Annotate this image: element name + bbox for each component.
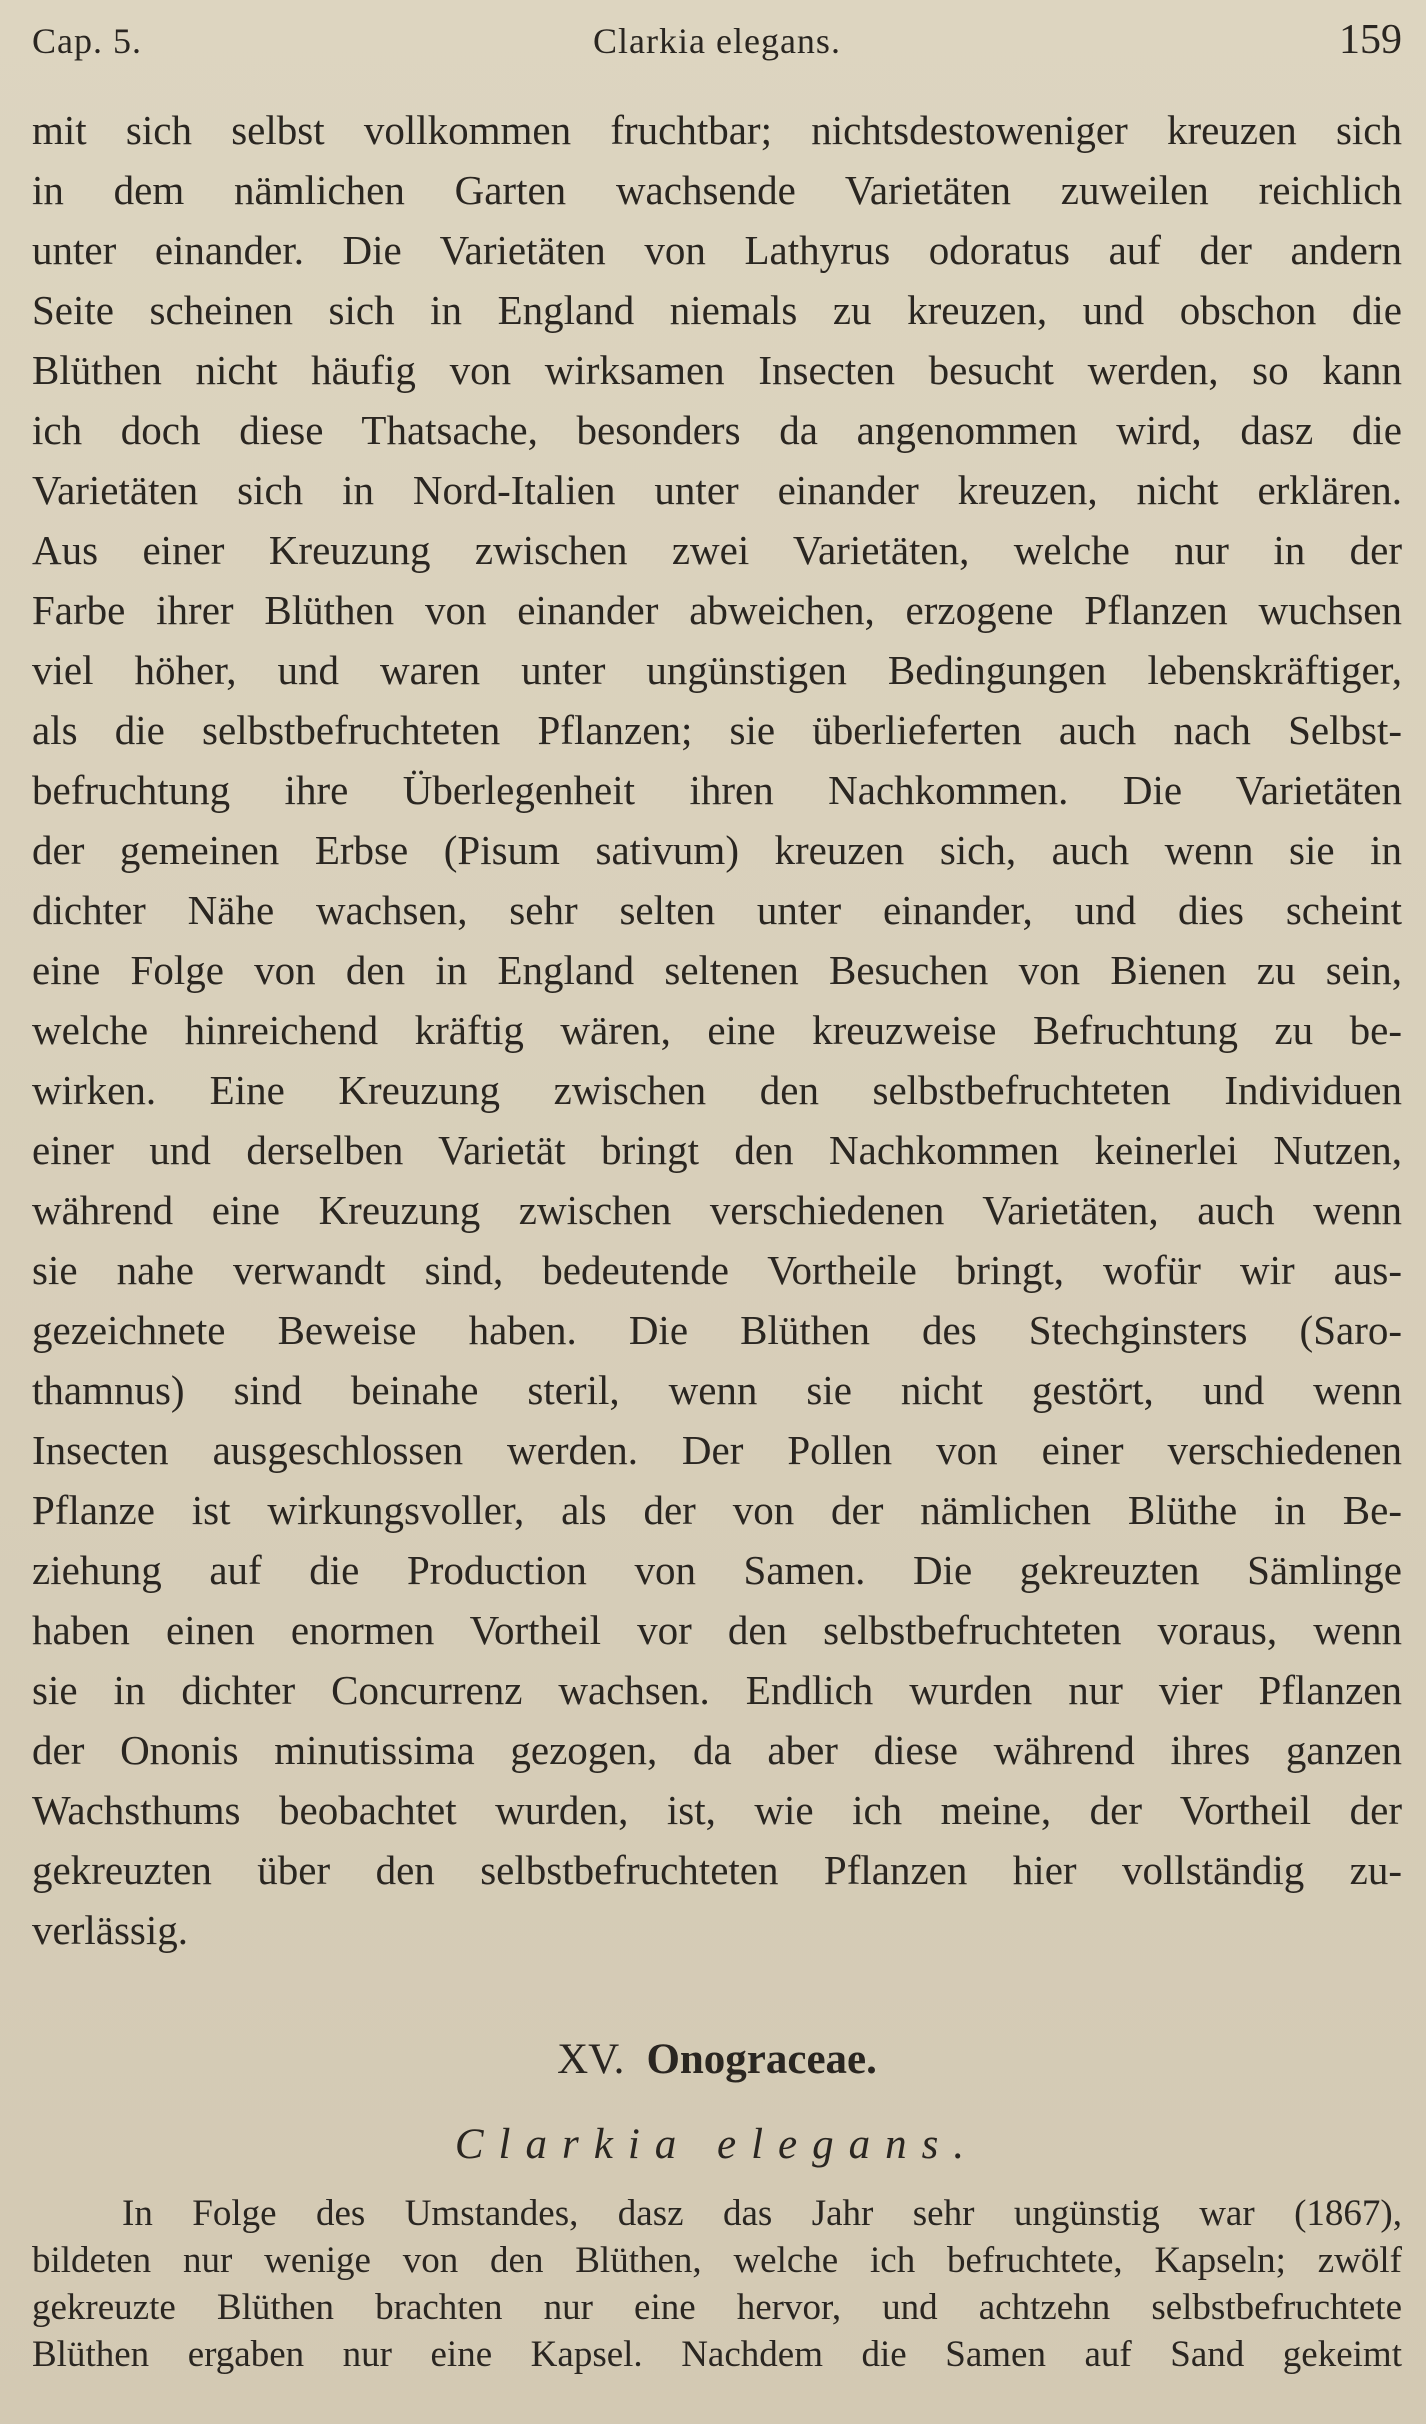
text-line: Insecten ausgeschlossen werden. Der Pollen von einer verschiedenen — [32, 1427, 1402, 1473]
text-line: gezeichnete Beweise haben. Die Blüthen des Stechginsters (Saro- — [32, 1307, 1402, 1353]
section-title: Onograceae. — [646, 2036, 877, 2083]
text-line: ziehung auf die Production von Samen. Die gekreuzten Sämlinge — [32, 1547, 1402, 1593]
text-line: als die selbstbefruchteten Pflanzen; sie überlieferten auch nach Selbst- — [32, 707, 1402, 753]
text-line: verlässig. — [32, 1907, 188, 1953]
text-line: eine Folge von den in England seltenen Besuchen von Bienen zu sein, — [32, 947, 1402, 993]
text-line: während eine Kreuzung zwischen verschiedenen Varietäten, auch wenn — [32, 1187, 1402, 1233]
text-line: Varietäten sich in Nord-Italien unter einander kreuzen, nicht erklären. — [32, 467, 1402, 513]
text-line: gekreuzte Blüthen brachten nur eine hervor, und achtzehn selbstbefruchtete — [32, 2287, 1402, 2328]
running-title: Clarkia elegans. — [593, 21, 841, 61]
text-line: Aus einer Kreuzung zwischen zwei Varietäten, welche nur in der — [32, 527, 1402, 573]
text-line: Farbe ihrer Blüthen von einander abweichen, erzogene Pflanzen wuchsen — [32, 587, 1402, 633]
text-line: sie nahe verwandt sind, bedeutende Vortheile bringt, wofür wir aus- — [32, 1247, 1402, 1293]
text-line: haben einen enormen Vortheil vor den selbstbefruchteten voraus, wenn — [32, 1607, 1402, 1653]
text-line: thamnus) sind beinahe steril, wenn sie nicht gestört, und wenn — [32, 1367, 1402, 1413]
text-line: Blüthen nicht häufig von wirksamen Insecten besucht werden, so kann — [32, 347, 1402, 393]
main-paragraph — [32, 100, 1402, 1960]
page-header — [32, 14, 1402, 64]
text-line: gekreuzten über den selbstbefruchteten Pflanzen hier vollständig zu- — [32, 1847, 1402, 1893]
page-number: 159 — [1339, 17, 1402, 63]
text-line: Seite scheinen sich in England niemals zu kreuzen, und obschon die — [32, 287, 1402, 333]
text-line: In Folge des Umstandes, dasz das Jahr sehr ungünstig war (1867), — [122, 2193, 1402, 2234]
text-line: Wachsthums beobachtet wurden, ist, wie ich meine, der Vortheil der — [32, 1787, 1402, 1833]
species-heading: Clarkia elegans. — [454, 2121, 980, 2168]
text-line: Blüthen ergaben nur eine Kapsel. Nachdem die Samen auf Sand gekeimt — [32, 2334, 1402, 2375]
section-heading — [32, 2025, 1402, 2095]
text-line: der gemeinen Erbse (Pisum sativum) kreuzen sich, auch wenn sie in — [32, 827, 1402, 873]
text-line: Pflanze ist wirkungsvoller, als der von der nämlichen Blüthe in Be- — [32, 1487, 1402, 1533]
text-line: ich doch diese Thatsache, besonders da angenommen wird, dasz die — [32, 407, 1402, 453]
chapter-label: Cap. 5. — [32, 21, 142, 61]
second-paragraph — [32, 2190, 1402, 2378]
text-line: unter einander. Die Varietäten von Lathyrus odoratus auf der andern — [32, 227, 1402, 273]
text-line: in dem nämlichen Garten wachsende Varietäten zuweilen reichlich — [32, 167, 1402, 213]
text-line: befruchtung ihre Überlegenheit ihren Nachkommen. Die Varietäten — [32, 767, 1402, 813]
text-line: wirken. Eine Kreuzung zwischen den selbstbefruchteten Individuen — [32, 1067, 1402, 1113]
text-line: welche hinreichend kräftig wären, eine kreuzweise Befruchtung zu be- — [32, 1007, 1402, 1053]
text-line: viel höher, und waren unter ungünstigen Bedingungen lebenskräftiger, — [32, 647, 1402, 693]
text-line: mit sich selbst vollkommen fruchtbar; nichtsdestoweniger kreuzen sich — [32, 107, 1402, 153]
text-line: dichter Nähe wachsen, sehr selten unter einander, und dies scheint — [32, 887, 1402, 933]
text-line: einer und derselben Varietät bringt den Nachkommen keinerlei Nutzen, — [32, 1127, 1402, 1173]
text-line: der Ononis minutissima gezogen, da aber diese während ihres ganzen — [32, 1727, 1402, 1773]
text-line: bildeten nur wenige von den Blüthen, welche ich befruchtete, Kapseln; zwölf — [32, 2240, 1402, 2281]
text-line: sie in dichter Concurrenz wachsen. Endlich wurden nur vier Pflanzen — [32, 1667, 1402, 1713]
section-number: XV. — [557, 2036, 625, 2083]
